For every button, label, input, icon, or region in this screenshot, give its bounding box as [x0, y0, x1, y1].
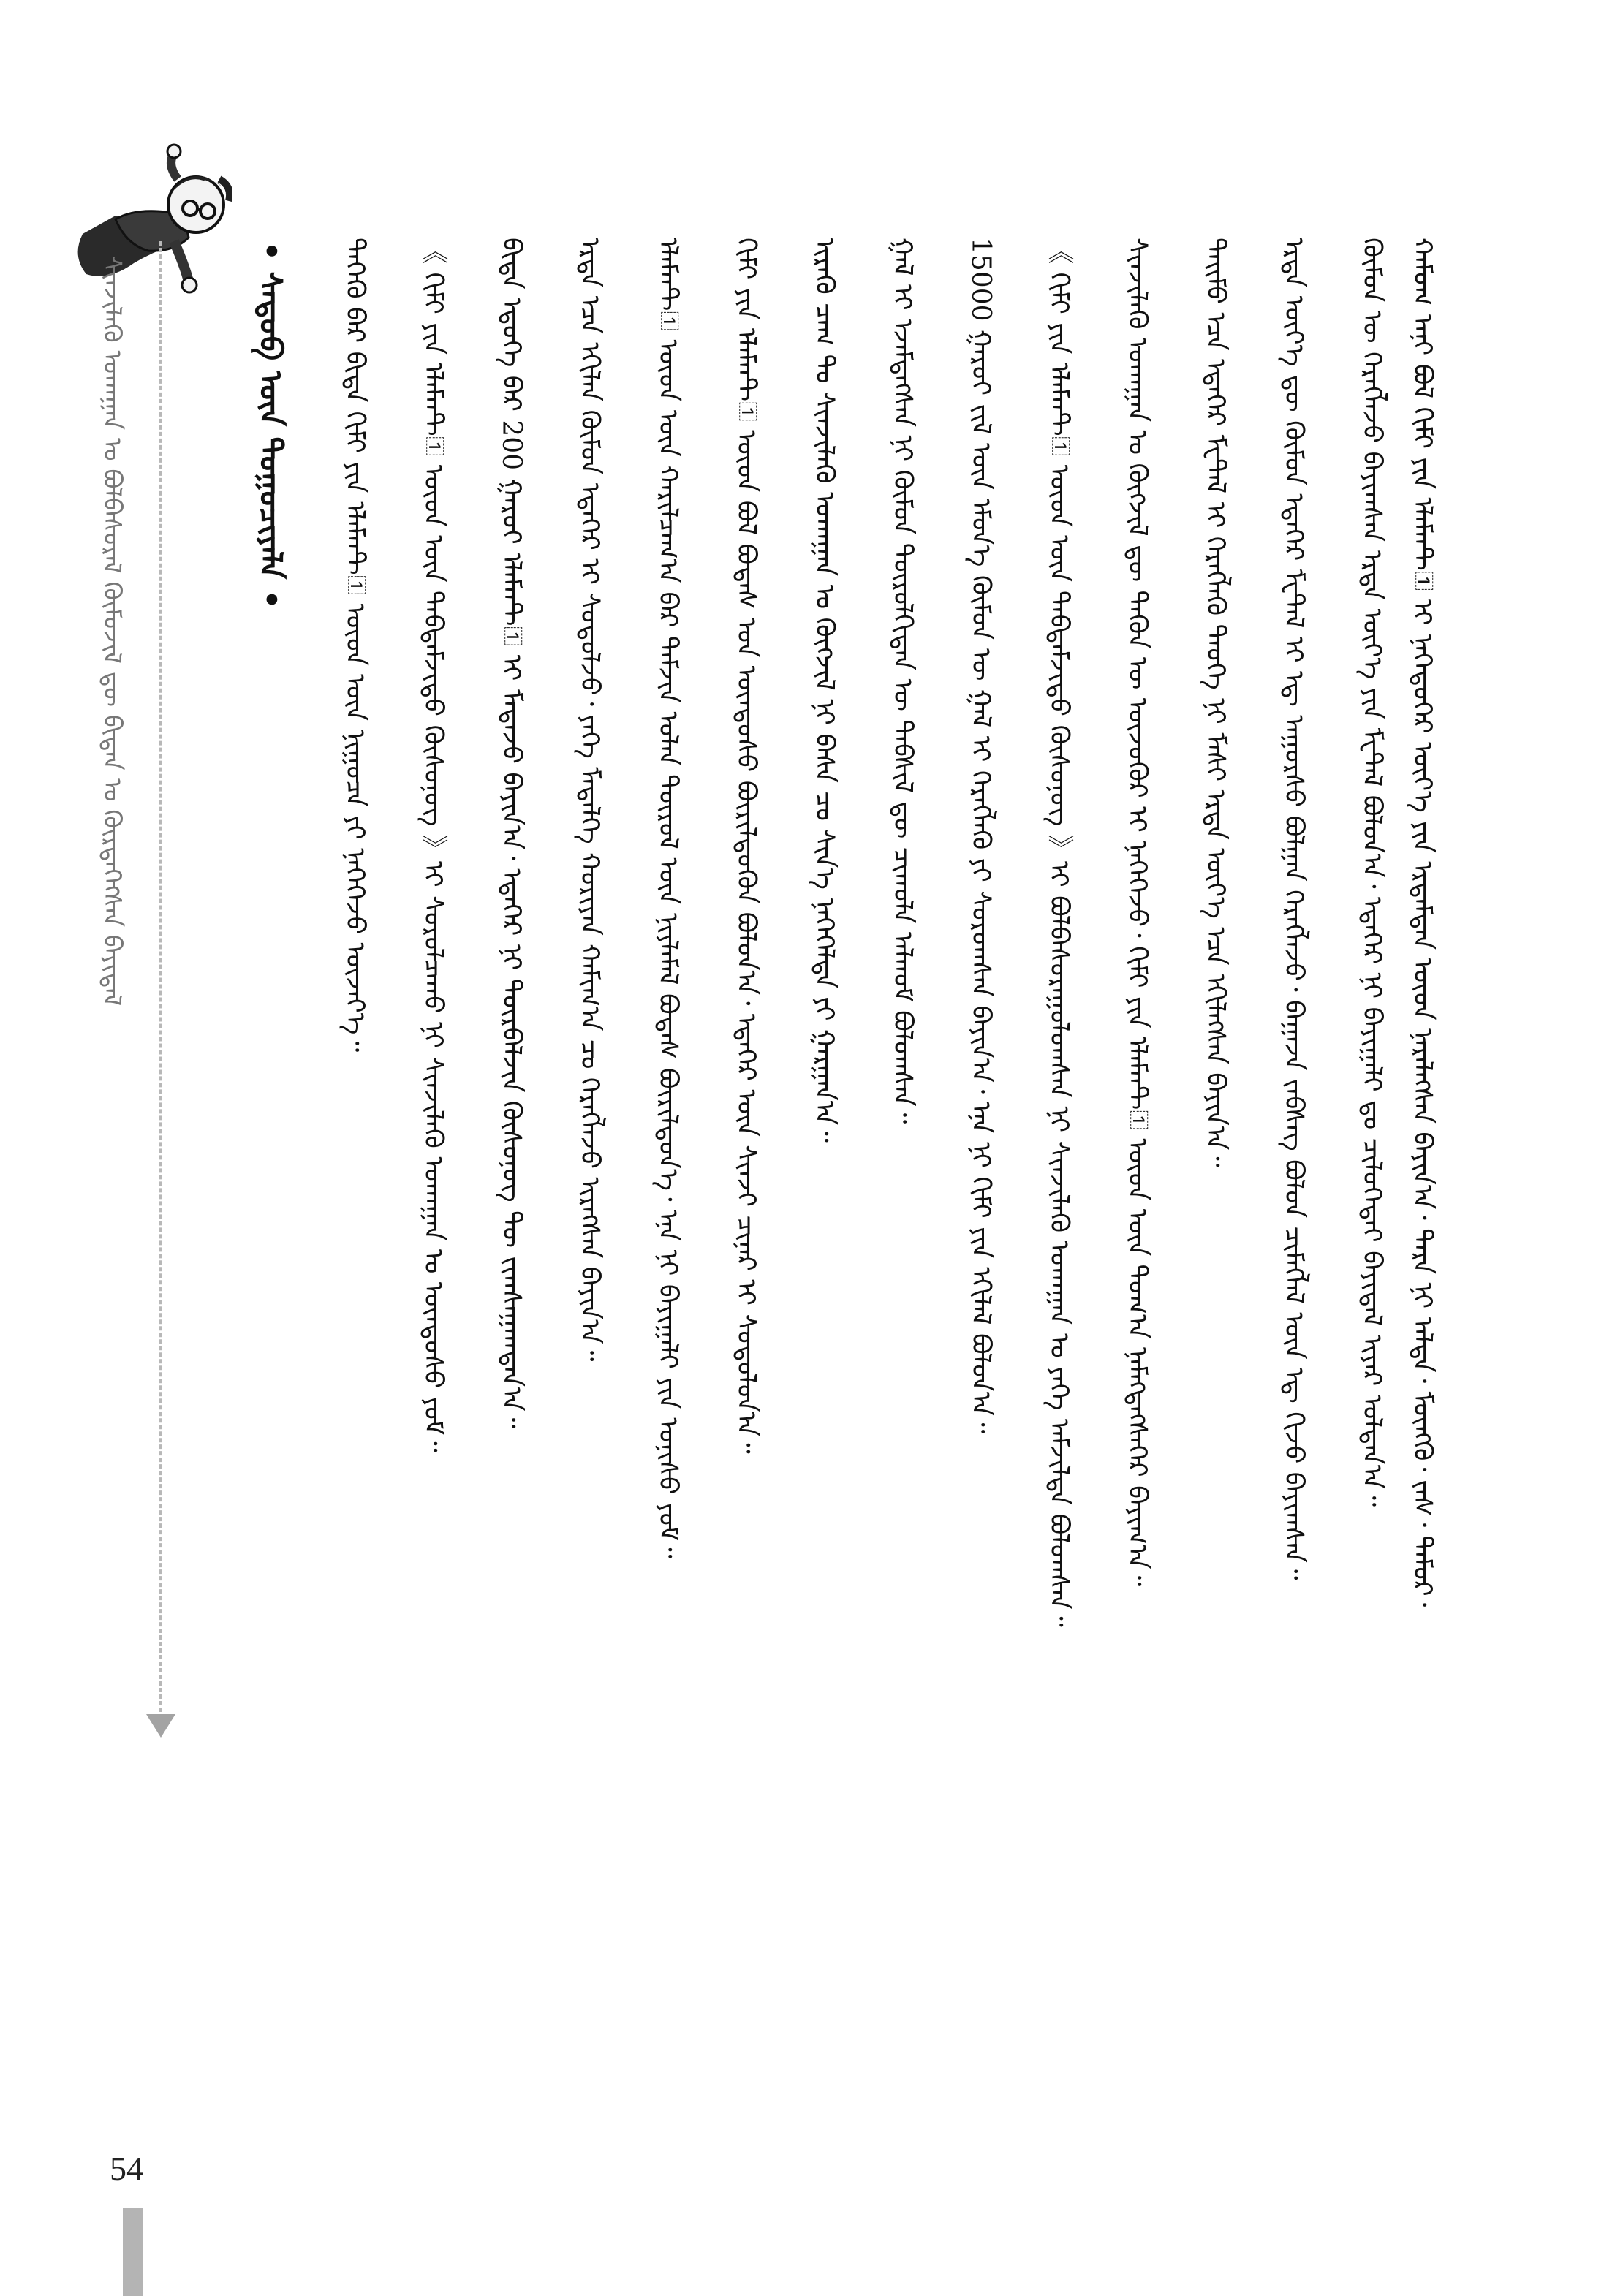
- header-dashed-rule: [159, 241, 162, 1725]
- text-line-14: ᠬᠦᠮᠦᠨ ᠦ ᠬᠡᠷᠡᠭᠯᠡᠵᠦ ᠪᠠᠶᠢᠭᠰᠠᠨ ᠡᠷᠲᠡ ᠦᠶ᠎ᠡ ᠶᠢᠨ ᠮᠸᠲ᠋ᠠᠯ ᠪᠣᠯᠤᠨ᠎ᠠ᠂ ᠡᠳᠡᠭᠡᠷ ᠨᠢ ᠪᠠᠶᠢᠭᠠᠯᠢ ᠳᠤ ᠴᠢᠯᠦᠭᠡᠲᠡᠢ ᠪᠠᠶᠢᠳᠠᠯ ᠢᠶᠠᠷ ᠣᠯᠳᠠᠨ᠎ᠠ᠃: [1357, 238, 1387, 1507]
- text-line-5: ᠡᠯᠡᠮᠡᠨᠲ᠋ ᠦᠳ ᠦᠨ ᠬᠠᠷᠢᠯᠴᠠᠭ᠎ᠠ ᠪᠠᠷ ᠳᠠᠮᠵᠢᠨ ᠣᠯᠠᠨ ᠲᠦᠷᠦᠯ ᠦᠨ ᠨᠢᠶᠯᠡᠮᠡᠯ ᠪᠣᠳᠠᠰ ᠪᠦᠷᠢᠯᠳᠦᠨ᠎ᠡ᠂ ᠡᠨᠡ ᠨᠢ ᠪᠠᠶᠢᠭᠠᠯᠢ ᠶᠢᠨ ᠣᠨᠢᠰᠤ ᠶᠤᠮ᠃: [653, 238, 683, 1558]
- running-header: ᠰᠢᠨᠵᠢᠯᠡᠬᠦ ᠤᠬᠠᠭᠠᠨ ᠤ ᠪᠣᠯᠪᠠᠰᠤᠷᠠᠯ ᠬᠦᠮᠦᠵᠢᠯ ᠳᠦ ᠪᠢᠳᠡᠨ ᠤ ᠬᠦᠷᠲᠡᠭᠡᠭᠰᠡᠨ ᠪᠠᠶᠢᠳᠠᠯ: [97, 256, 126, 1007]
- text-line-12: ᠲᠡᠢᠮᠦ ᠡᠴᠡ ᠡᠳᠡᠭᠡᠷ ᠮᠸᠲ᠋ᠠᠯ ᠢ ᠬᠡᠷᠡᠭᠯᠡᠬᠦ ᠲᠡᠦᠬᠡ ᠨᠢ ᠮᠠᠰᠢ ᠡᠷᠲᠡ ᠦᠶ᠎ᠡ ᠡᠴᠡ ᠡᠬᠢᠯᠡᠭᠰᠡᠨ ᠪᠠᠶᠢᠨ᠎ᠠ᠃: [1200, 238, 1230, 1167]
- text-line-6: ᠬᠢᠮᠢ ᠶᠢᠨ ᠡᠯᠡᠮᠡᠨᠲ᠋ ᠦᠳ ᠪᠣᠯ ᠪᠣᠳᠠᠰ ᠤᠨ ᠦᠨᠳᠦᠰᠦ ᠪᠦᠷᠢᠯᠳᠦᠬᠦᠨ ᠪᠣᠯᠤᠨ᠎ᠠ᠂ ᠡᠳᠡᠭᠡᠷ ᠦᠨ ᠰᠢᠨᠵᠢ ᠴᠢᠨᠠᠷ ᠢ ᠰᠤᠳᠤᠯᠤᠨ᠎ᠠ᠃: [731, 238, 761, 1454]
- text-line-1: ᠲᠡᠭᠡᠬᠦ ᠪᠡᠷ ᠪᠢᠳᠡ ᠬᠢᠮᠢ ᠶᠢᠨ ᠡᠯᠡᠮᠡᠨᠲ᠋ ᠦᠳ ᠦᠨ ᠨᠢᠭᠤᠴᠠ ᠶᠢ ᠨᠡᠭᠡᠭᠡᠵᠦ ᠦᠵᠡᠶ᠎ᠡ᠃: [340, 238, 370, 1053]
- text-line-8: ᠭᠠᠯ ᠢ ᠡᠵᠡᠮᠳᠡᠭᠰᠡᠨ ᠨᠢ ᠬᠦᠮᠦᠨ ᠲᠥᠷᠦᠯᠬᠢᠲᠡᠨ ᠦ ᠳᠡᠪᠰᠢᠯ ᠳᠦ ᠴᠢᠬᠤᠯᠠ ᠠᠯᠬᠤᠮ ᠪᠣᠯᠤᠭᠰᠠᠨ᠃: [888, 238, 918, 1124]
- text-line-4: ᠡᠷᠲᠡ ᠡᠴᠡ ᠡᠬᠢᠯᠡᠨ ᠬᠦᠮᠦᠨ ᠡᠳᠡᠭᠡᠷ ᠢ ᠰᠤᠳᠤᠯᠵᠤ᠂ ᠶᠡᠬᠡ ᠮᠡᠳᠡᠯᠭᠡ ᠬᠤᠷᠢᠶᠠᠨ ᠬᠠᠮᠢᠭ᠎ᠠ ᠴᠤ ᠬᠡᠷᠡᠭᠯᠡᠵᠦ ᠢᠷᠡᠭᠰᠡᠨ ᠪᠠᠶᠢᠨ᠎ᠠ᠃: [575, 238, 605, 1362]
- text-line-7: ᠢᠷᠡᠬᠦ ᠴᠠᠭ ᠲᠤ ᠰᠢᠨᠵᠢᠯᠡᠬᠦ ᠤᠬᠠᠭᠠᠨ ᠤ ᠬᠦᠭᠵᠢᠯ ᠨᠢ ᠪᠠᠰᠠ ᠴᠤ ᠰᠢᠨ᠎ᠡ ᠨᠡᠭᠡᠭᠡᠯᠲᠡ ᠶᠢ ᠭᠠᠷᠭᠠᠨ᠎ᠠ᠃: [809, 238, 839, 1143]
- footer-bar: [123, 2208, 143, 2296]
- text-line-11: ᠰᠢᠨᠵᠢᠯᠡᠬᠦ ᠤᠬᠠᠭᠠᠨ ᠤ ᠬᠦᠭᠵᠢᠯ ᠳᠦ ᠲᠡᠭᠦᠨ ᠦ ᠦᠵᠦᠭᠦᠷ ᠢ ᠨᠡᠭᠡᠭᠡᠵᠦ᠂ ᠬᠢᠮᠢ ᠶᠢᠨ ᠡᠯᠡᠮᠡᠨᠲ᠋ ᠦᠳ ᠦᠨ ᠲᠣᠭ᠎ᠠ ᠨᠡᠮᠡᠭᠳᠡᠭᠰᠡᠭᠡᠷ ᠪᠠᠶᠢᠭ᠎ᠠ᠃: [1122, 238, 1152, 1587]
- text-line-13: ᠡᠷᠲᠡ ᠦᠶ᠎ᠡ ᠳᠦ ᠬᠦᠮᠦᠨ ᠡᠳᠡᠭᠡᠷ ᠮᠸᠲ᠋ᠠᠯ ᠢ ᠡᠳ᠋ ᠠᠭᠤᠷᠰᠤ ᠪᠣᠯᠭᠠᠨ ᠬᠡᠷᠡᠭᠯᠡᠵᠦ᠂ ᠪᠠᠭᠠᠵᠠ ᠵᠡᠪᠰᠡᠭ ᠪᠣᠯᠤᠨ ᠴᠢᠮᠡᠭᠯᠡᠯ ᠦᠨ ᠡᠳ᠋ ᠬᠢᠵᠦ ᠪᠠᠶᠢᠭᠰᠠᠨ᠃: [1279, 238, 1309, 1580]
- body-text: [333, 238, 1444, 2153]
- text-line-15: ᠬᠠᠮᠤᠭ ᠠᠨᠢ ᠪᠣᠯ ᠬᠢᠮᠢ ᠶᠢᠨ ᠡᠯᠡᠮᠡᠨᠲ᠋ ᠢ ᠨᠡᠭᠡᠳᠦᠭᠡᠷ ᠦᠶ᠎ᠡ ᠶᠢᠨ ᠡᠷᠳᠡᠮᠳᠡᠨ ᠦᠳ ᠨᠡᠷᠡᠯᠡᠭᠰᠡᠨ ᠪᠠᠶᠢᠨ᠎ᠠ᠂ ᠲᠡᠷᠡ ᠨᠢ ᠠᠯᠲᠠ᠂ ᠮᠥᠩᠭᠦ᠂ ᠵᠡᠰ᠂ ᠲᠡᠮᠦᠷ᠂: [1407, 238, 1437, 1607]
- text-line-10: 《 ᠬᠢᠮᠢ ᠶᠢᠨ ᠡᠯᠡᠮᠡᠨᠲ᠋ ᠦᠳ ᠦᠨ ᠳᠠᠪᠲᠠᠮᠵᠢᠲᠤ ᠬᠦᠰᠦᠨᠦᠭ 》ᠢ ᠪᠣᠯᠪᠠᠰᠤᠷᠠᠭᠤᠯᠤᠭᠰᠠᠨ ᠨᠢ ᠰᠢᠨᠵᠢᠯᠡᠬᠦ ᠤᠬᠠᠭᠠᠨ ᠤ ᠶᠡᠬᠡ ᠠᠮᠵᠢᠯᠲᠠ ᠪᠣᠯᠤᠭᠰᠠᠨ᠃: [1044, 238, 1074, 1627]
- text-line-2: 《 ᠬᠢᠮᠢ ᠶᠢᠨ ᠡᠯᠡᠮᠡᠨᠲ᠋ ᠦᠳ ᠦᠨ ᠳᠠᠪᠲᠠᠮᠵᠢᠲᠤ ᠬᠦᠰᠦᠨᠦᠭ 》ᠢ ᠰᠤᠷᠤᠯᠴᠠᠬᠤ ᠨᠢ ᠰᠢᠨᠵᠢᠯᠡᠬᠦ ᠤᠬᠠᠭᠠᠨ ᠤ ᠦᠨᠳᠦᠰᠦ ᠶᠤᠮ᠃: [418, 238, 448, 1452]
- triangle-arrow-icon: [146, 1714, 175, 1738]
- text-line-3: ᠪᠢᠳᠡ ᠡᠳᠦᠭᠡ ᠪᠠᠷ 200 ᠭᠠᠷᠤᠢ ᠡᠯᠡᠮᠡᠨᠲ᠋ ᠢ ᠮᠡᠳᠡᠵᠦ ᠪᠠᠶᠢᠨ᠎ᠠ᠂ ᠡᠳᠡᠭᠡᠷ ᠨᠢ ᠳᠦᠷᠪᠡᠯᠵᠢᠨ ᠬᠦᠰᠦᠨᠦᠭ ᠲᠦ ᠵᠢᠭᠰᠠᠭᠠᠭᠳᠠᠨ᠎ᠠ᠃: [496, 238, 526, 1429]
- text-line-9: 15000 ᠭᠠᠷᠤᠢ ᠵᠢᠯ ᠦᠨ ᠡᠮᠦᠨ᠎ᠡ ᠬᠦᠮᠦᠨ ᠦ ᠭᠠᠯ ᠢ ᠬᠡᠷᠡᠭᠯᠡᠬᠦ ᠶᠢ ᠰᠤᠷᠤᠭᠰᠠᠨ ᠪᠠᠶᠢᠨ᠎ᠠ᠂ ᠡᠨᠡ ᠨᠢ ᠬᠢᠮᠢ ᠶᠢᠨ ᠡᠬᠢᠯᠡᠯ ᠪᠣᠯᠤᠨ᠎ᠠ᠃: [966, 238, 996, 1433]
- page-number: 54: [110, 2150, 143, 2187]
- section-heading: • ᠰᠡᠳᠦᠪ ᠦᠨ ᠲᠣᠭᠣᠴᠢᠶᠠᠯᠠ •: [253, 241, 289, 610]
